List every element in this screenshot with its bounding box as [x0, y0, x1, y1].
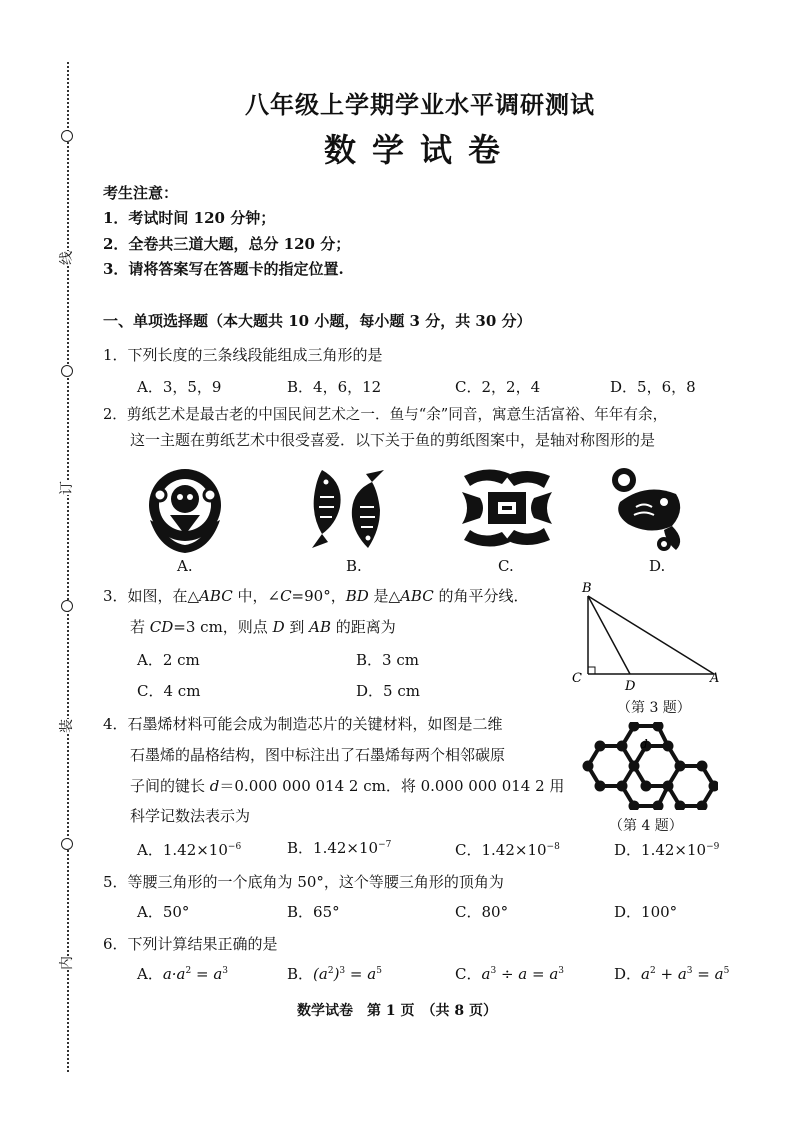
q6-option-a: A．$a\cdot a^2 = a^3$ — [137, 965, 229, 983]
q6-option-b: B．$(a^2)^3 = a^5$ — [287, 965, 382, 983]
q4-option-b: B．$1.42\times 10^{-7}$ — [287, 839, 392, 857]
binding-dotted-line — [67, 62, 69, 1072]
q5-option-a: A．50° — [137, 903, 190, 921]
section-heading: 一、单项选择题（本大题共 10 小题，每小题 3 分，共 30 分） — [103, 312, 532, 330]
papercut-fish-b-image — [292, 462, 402, 554]
right-angle-mark — [588, 667, 595, 674]
q3-option-d: D．5 cm — [356, 682, 420, 700]
q6-option-c: C．$a^3 \div a = a^3$ — [455, 965, 565, 983]
figure-3-caption: （第 3 题） — [617, 700, 691, 716]
question-3-stem-line2: 若 CD=3 cm，则点 D 到 AB 的距离为 — [130, 618, 396, 636]
q4-option-c: C．$1.42\times 10^{-8}$ — [455, 841, 560, 859]
bond-length-label: d — [640, 737, 648, 751]
segment-ab — [588, 596, 714, 674]
binding-hole — [61, 838, 73, 850]
label-b: B — [582, 582, 592, 596]
notice-item: 2．全卷共三道大题，总分 120 分； — [103, 235, 351, 253]
q4-option-d: D．$1.42\times 10^{-9}$ — [614, 841, 720, 859]
binding-char-line: 线 — [59, 251, 75, 265]
graphene-lattice-figure — [578, 722, 718, 810]
question-3-stem-line1: 3．如图，在△ABC 中，∠C=90°，BD 是△ABC 的角平分线． — [103, 587, 529, 605]
q3-option-b: B．3 cm — [356, 651, 419, 669]
question-4-stem-line4: 科学记数法表示为 — [130, 807, 251, 825]
q5-option-c: C．80° — [455, 903, 509, 921]
question-5-stem: 5．等腰三角形的一个底角为 50°，这个等腰三角形的顶角为 — [103, 873, 504, 891]
notice-item: 3．请将答案写在答题卡的指定位置. — [103, 260, 344, 278]
notice-heading: 考生注意： — [103, 184, 179, 202]
q3-option-c: C．4 cm — [137, 682, 201, 700]
q1-option-c: C．2，2，4 — [455, 378, 541, 396]
notice-item: 1．考试时间 120 分钟； — [103, 209, 276, 227]
triangle-abc-figure — [568, 582, 728, 694]
q5-option-b: B．65° — [287, 903, 340, 921]
papercut-fish-c-image — [458, 462, 556, 554]
binding-hole — [61, 600, 73, 612]
binding-char-bind: 装 — [59, 719, 75, 733]
q1-option-a: A．3，5，9 — [137, 378, 222, 396]
papercut-fish-d-image — [606, 462, 690, 554]
question-1-stem: 1．下列长度的三条线段能组成三角形的是 — [103, 346, 383, 364]
subject-title: 数学试卷 — [323, 131, 516, 169]
binding-char-order: 订 — [59, 481, 75, 495]
question-2-stem-line1: 2．剪纸艺术是最古老的中国民间艺术之一．鱼与“余”同音，寓意生活富裕、年年有余， — [103, 406, 668, 423]
q6-option-d: D．$a^2 + a^3 = a^5$ — [614, 965, 730, 983]
binding-char-inner: 内 — [59, 956, 75, 970]
binding-hole — [61, 365, 73, 377]
figure-4-caption: （第 4 题） — [609, 818, 683, 834]
q2-option-a: A. — [177, 557, 193, 575]
question-4-stem-line2: 石墨烯的晶格结构，图中标注出了石墨烯每两个相邻碳原 — [130, 746, 506, 764]
question-2-stem-line2: 这一主题在剪纸艺术中很受喜爱．以下关于鱼的剪纸图案中，是轴对称图形的是 — [130, 431, 656, 449]
question-4-stem-line1: 4．石墨烯材料可能会成为制造芯片的关键材料，如图是二维 — [103, 715, 503, 733]
label-a: A — [710, 671, 720, 686]
q2-option-c: C. — [498, 557, 514, 575]
exam-title: 八年级上学期学业水平调研测试 — [245, 90, 595, 119]
question-4-stem-line3: 子间的键长 d＝0.000 000 014 2 cm．将 0.000 000 014 2 用 — [130, 777, 565, 795]
page-footer: 数学试卷 第 1 页 （共 8 页） — [297, 1003, 497, 1019]
q5-option-d: D．100° — [614, 903, 678, 921]
q2-option-b: B. — [346, 557, 362, 575]
q2-option-d: D. — [649, 557, 666, 575]
q1-option-b: B．4，6，12 — [287, 378, 382, 396]
label-c: C — [572, 671, 582, 686]
papercut-fish-a-image — [140, 465, 230, 555]
q3-option-a: A．2 cm — [137, 651, 200, 669]
question-6-stem: 6．下列计算结果正确的是 — [103, 935, 278, 953]
label-d: D — [625, 679, 636, 694]
q4-option-a: A．$1.42\times 10^{-6}$ — [137, 841, 242, 859]
segment-bd — [588, 596, 630, 674]
q1-option-d: D．5，6，8 — [610, 378, 696, 396]
